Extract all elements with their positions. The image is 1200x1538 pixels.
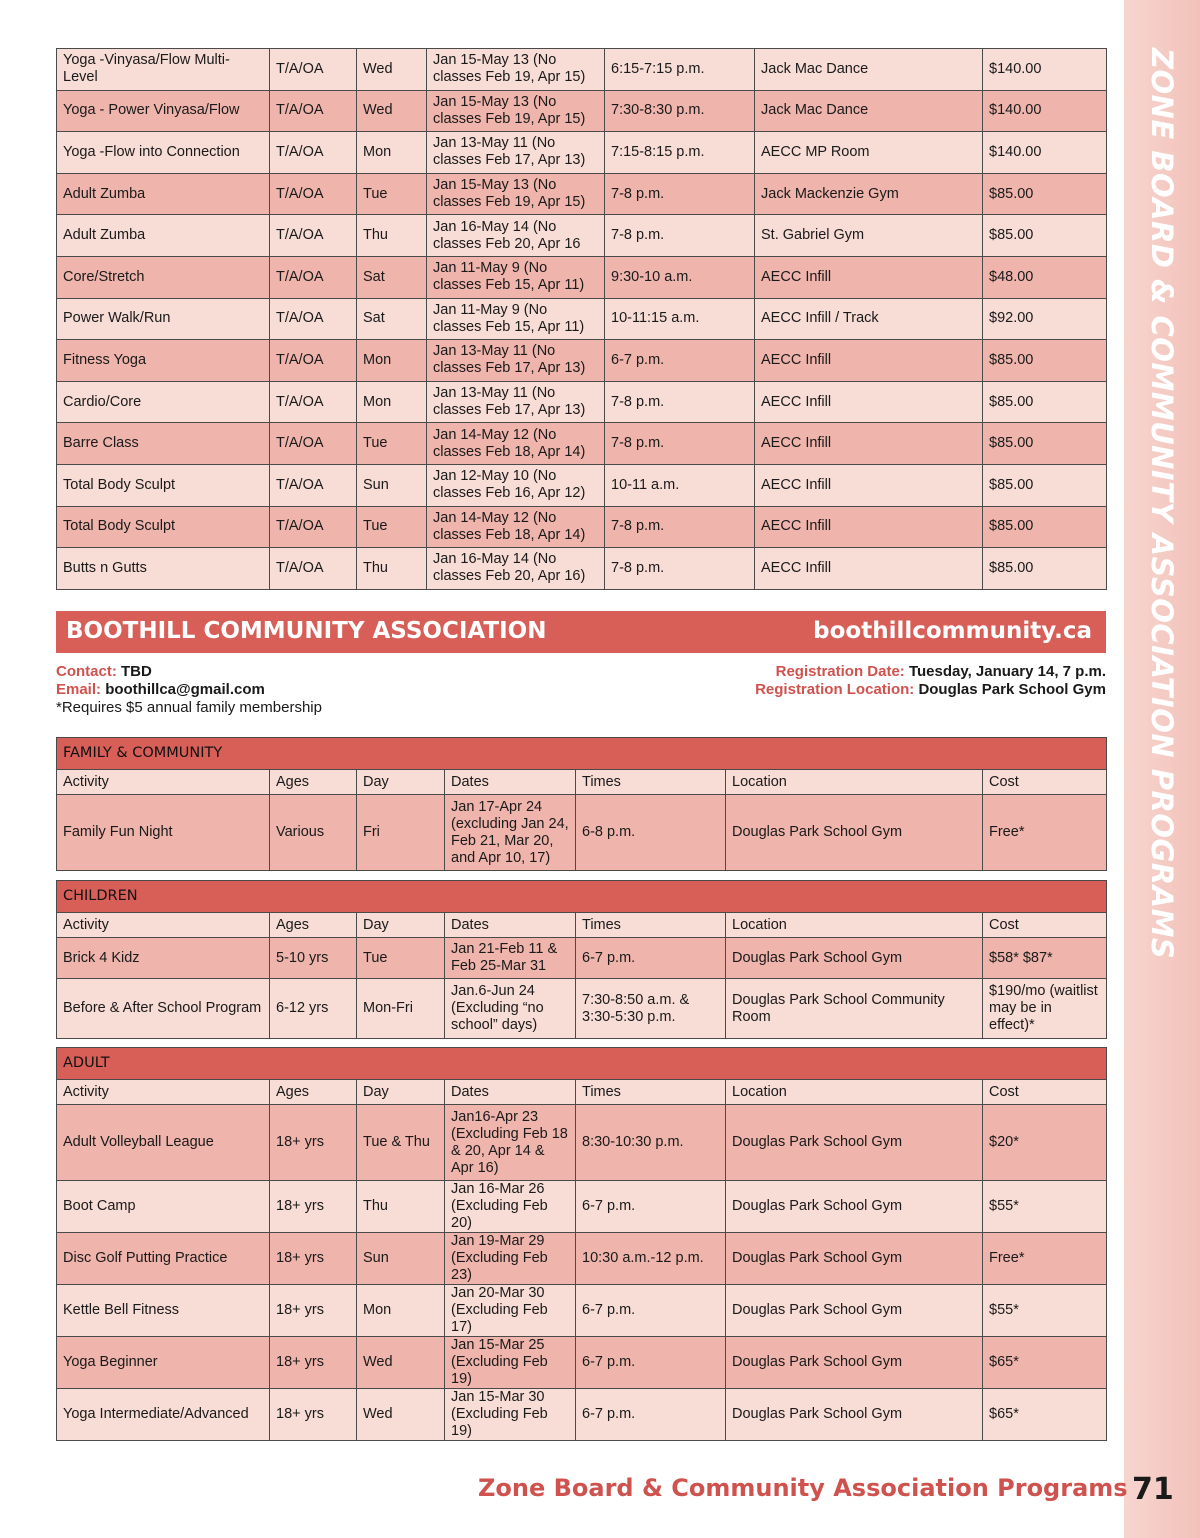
table-row [57, 215, 1107, 257]
cell-day: Mon [357, 340, 427, 382]
cell-cost: $65* [983, 1389, 1107, 1441]
cell-ages: T/A/OA [270, 423, 357, 465]
cell-ages: T/A/OA [270, 256, 357, 298]
cell-day: Thu [357, 1181, 445, 1233]
table-row [57, 979, 1107, 1039]
contact-label: Contact: [56, 663, 117, 680]
cell-day: Sat [357, 298, 427, 340]
cell-day: Thu [357, 548, 427, 590]
registration-location-label: Registration Location: [755, 681, 915, 698]
cell-activity: Brick 4 Kidz [57, 938, 270, 979]
cell-times: 7-8 p.m. [605, 215, 755, 257]
cell-location: Douglas Park School Gym [726, 1233, 983, 1285]
column-header: Day [357, 913, 445, 938]
cell-activity: Barre Class [57, 423, 270, 465]
table-row [57, 1285, 1107, 1337]
cell-location: AECC Infill [755, 464, 983, 506]
cell-ages: 18+ yrs [270, 1337, 357, 1389]
cell-activity: Yoga Intermediate/Advanced [57, 1389, 270, 1441]
cell-day: Mon [357, 1285, 445, 1337]
cell-location: AECC Infill [755, 256, 983, 298]
column-header: Location [726, 770, 983, 795]
cell-location: AECC Infill / Track [755, 298, 983, 340]
cell-cost: $55* [983, 1285, 1107, 1337]
column-header: Ages [270, 913, 357, 938]
cell-ages: T/A/OA [270, 173, 357, 215]
association-website-link[interactable]: boothillcommunity.ca [813, 618, 1092, 644]
cell-dates: Jan 16-May 14 (No classes Feb 20, Apr 16 [427, 215, 605, 257]
cell-day: Mon-Fri [357, 979, 445, 1039]
table-row [57, 938, 1107, 979]
cell-times: 7-8 p.m. [605, 423, 755, 465]
column-header: Day [357, 1080, 445, 1105]
cell-day: Wed [357, 90, 427, 132]
table-row [57, 340, 1107, 382]
cell-times: 10-11:15 a.m. [605, 298, 755, 340]
column-header: Activity [57, 913, 270, 938]
cell-times: 7-8 p.m. [605, 381, 755, 423]
cell-ages: 5-10 yrs [270, 938, 357, 979]
column-header: Cost [983, 770, 1107, 795]
table-row [57, 506, 1107, 548]
cell-cost: $20* [983, 1105, 1107, 1181]
cell-dates: Jan 20-Mar 30 (Excluding Feb 17) [445, 1285, 576, 1337]
cell-cost: $58* $87* [983, 938, 1107, 979]
table-row [57, 1337, 1107, 1389]
email-line [56, 681, 265, 699]
cell-cost: $85.00 [983, 340, 1107, 382]
cell-location: AECC Infill [755, 340, 983, 382]
cell-times: 8:30-10:30 p.m. [576, 1105, 726, 1181]
cell-activity: Yoga -Vinyasa/Flow Multi-Level [57, 49, 270, 91]
cell-dates: Jan 13-May 11 (No classes Feb 17, Apr 13) [427, 381, 605, 423]
section-title: FAMILY & COMMUNITY [57, 738, 1107, 770]
cell-dates: Jan 15-Mar 30 (Excluding Feb 19) [445, 1389, 576, 1441]
email-label: Email: [56, 681, 102, 698]
cell-times: 6-7 p.m. [605, 340, 755, 382]
cell-dates: Jan 11-May 9 (No classes Feb 15, Apr 11) [427, 256, 605, 298]
cell-dates: Jan 16-Mar 26 (Excluding Feb 20) [445, 1181, 576, 1233]
cell-day: Thu [357, 215, 427, 257]
cell-activity: Adult Volleyball League [57, 1105, 270, 1181]
cell-cost: Free* [983, 795, 1107, 871]
children-table [56, 880, 1107, 1039]
column-header-row [57, 1080, 1107, 1105]
cell-activity: Total Body Sculpt [57, 506, 270, 548]
cell-times: 6-7 p.m. [576, 1181, 726, 1233]
cell-location: AECC Infill [755, 423, 983, 465]
column-header: Dates [445, 770, 576, 795]
side-label: ZONE BOARD & COMMUNITY ASSOCIATION PROGRAMS [1145, 48, 1179, 960]
cell-day: Tue [357, 173, 427, 215]
cell-activity: Cardio/Core [57, 381, 270, 423]
page-number: 71 [1132, 1472, 1174, 1507]
column-header-row [57, 770, 1107, 795]
cell-day: Fri [357, 795, 445, 871]
cell-location: Douglas Park School Gym [726, 1389, 983, 1441]
registration-date-line [776, 663, 1106, 681]
column-header: Cost [983, 1080, 1107, 1105]
cell-cost: $85.00 [983, 381, 1107, 423]
cell-location: Douglas Park School Community Room [726, 979, 983, 1039]
table-row [57, 1233, 1107, 1285]
cell-dates: Jan 14-May 12 (No classes Feb 18, Apr 14) [427, 506, 605, 548]
cell-day: Sun [357, 464, 427, 506]
cell-location: Jack Mac Dance [755, 90, 983, 132]
cell-day: Wed [357, 1389, 445, 1441]
cell-ages: 18+ yrs [270, 1181, 357, 1233]
cell-cost: $85.00 [983, 548, 1107, 590]
cell-ages: T/A/OA [270, 340, 357, 382]
cell-times: 7-8 p.m. [605, 506, 755, 548]
cell-times: 6-7 p.m. [576, 1389, 726, 1441]
column-header: Day [357, 770, 445, 795]
cell-times: 10-11 a.m. [605, 464, 755, 506]
cell-dates: Jan.6-Jun 24 (Excluding “no school” days) [445, 979, 576, 1039]
table-row [57, 298, 1107, 340]
cell-day: Tue [357, 506, 427, 548]
cell-day: Wed [357, 49, 427, 91]
cell-times: 6-7 p.m. [576, 938, 726, 979]
cell-ages: T/A/OA [270, 381, 357, 423]
cell-location: Jack Mackenzie Gym [755, 173, 983, 215]
cell-ages: Various [270, 795, 357, 871]
column-header: Cost [983, 913, 1107, 938]
cell-activity: Yoga -Flow into Connection [57, 132, 270, 174]
cell-times: 7-8 p.m. [605, 173, 755, 215]
cell-dates: Jan 15-Mar 25 (Excluding Feb 19) [445, 1337, 576, 1389]
registration-date-label: Registration Date: [775, 663, 905, 680]
association-name: BOOTHILL COMMUNITY ASSOCIATION [66, 618, 547, 644]
column-header: Dates [445, 913, 576, 938]
cell-location: St. Gabriel Gym [755, 215, 983, 257]
cell-location: AECC MP Room [755, 132, 983, 174]
cell-dates: Jan 15-May 13 (No classes Feb 19, Apr 15) [427, 49, 605, 91]
section-title-row [57, 738, 1107, 770]
cell-dates: Jan 19-Mar 29 (Excluding Feb 23) [445, 1233, 576, 1285]
cell-dates: Jan 21-Feb 11 & Feb 25-Mar 31 [445, 938, 576, 979]
cell-location: Douglas Park School Gym [726, 938, 983, 979]
cell-day: Tue [357, 938, 445, 979]
column-header: Activity [57, 1080, 270, 1105]
table-row [57, 1181, 1107, 1233]
cell-cost: $48.00 [983, 256, 1107, 298]
column-header-row [57, 913, 1107, 938]
contact-value: TBD [121, 663, 152, 680]
table-row [57, 464, 1107, 506]
column-header: Times [576, 1080, 726, 1105]
cell-ages: 18+ yrs [270, 1105, 357, 1181]
table-row [57, 90, 1107, 132]
cell-activity: Kettle Bell Fitness [57, 1285, 270, 1337]
cell-times: 7:30-8:50 a.m. & 3:30-5:30 p.m. [576, 979, 726, 1039]
cell-dates: Jan 13-May 11 (No classes Feb 17, Apr 13) [427, 340, 605, 382]
top-program-table [56, 48, 1107, 590]
cell-activity: Family Fun Night [57, 795, 270, 871]
cell-dates: Jan 15-May 13 (No classes Feb 19, Apr 15) [427, 90, 605, 132]
table-row [57, 381, 1107, 423]
registration-date-value: Tuesday, January 14, 7 p.m. [908, 663, 1106, 680]
cell-activity: Yoga Beginner [57, 1337, 270, 1389]
email-value[interactable]: boothillca@gmail.com [105, 681, 265, 698]
cell-activity: Disc Golf Putting Practice [57, 1233, 270, 1285]
cell-times: 6-7 p.m. [576, 1337, 726, 1389]
table-row [57, 49, 1107, 91]
section-title-row [57, 1048, 1107, 1080]
cell-ages: 6-12 yrs [270, 979, 357, 1039]
cell-activity: Power Walk/Run [57, 298, 270, 340]
table-row [57, 795, 1107, 871]
cell-activity: Butts n Gutts [57, 548, 270, 590]
cell-ages: 18+ yrs [270, 1285, 357, 1337]
cell-location: Douglas Park School Gym [726, 1285, 983, 1337]
cell-ages: T/A/OA [270, 298, 357, 340]
column-header: Activity [57, 770, 270, 795]
registration-location-value: Douglas Park School Gym [918, 681, 1106, 698]
cell-cost: $85.00 [983, 215, 1107, 257]
cell-activity: Adult Zumba [57, 173, 270, 215]
cell-day: Mon [357, 132, 427, 174]
section-title: ADULT [57, 1048, 1107, 1080]
cell-dates: Jan 16-May 14 (No classes Feb 20, Apr 16) [427, 548, 605, 590]
cell-cost: $65* [983, 1337, 1107, 1389]
cell-day: Sun [357, 1233, 445, 1285]
table-row [57, 132, 1107, 174]
cell-cost: Free* [983, 1233, 1107, 1285]
cell-dates: Jan16-Apr 23 (Excluding Feb 18 & 20, Apr 14 & Apr 16) [445, 1105, 576, 1181]
section-title-row [57, 881, 1107, 913]
cell-ages: T/A/OA [270, 49, 357, 91]
cell-ages: T/A/OA [270, 506, 357, 548]
cell-ages: T/A/OA [270, 215, 357, 257]
cell-dates: Jan 13-May 11 (No classes Feb 17, Apr 13) [427, 132, 605, 174]
cell-activity: Boot Camp [57, 1181, 270, 1233]
cell-times: 7-8 p.m. [605, 548, 755, 590]
cell-cost: $85.00 [983, 173, 1107, 215]
cell-cost: $55* [983, 1181, 1107, 1233]
cell-location: AECC Infill [755, 381, 983, 423]
cell-dates: Jan 12-May 10 (No classes Feb 16, Apr 12) [427, 464, 605, 506]
cell-ages: T/A/OA [270, 464, 357, 506]
cell-day: Sat [357, 256, 427, 298]
cell-cost: $140.00 [983, 90, 1107, 132]
cell-cost: $92.00 [983, 298, 1107, 340]
cell-cost: $190/mo (waitlist may be in effect)* [983, 979, 1107, 1039]
cell-cost: $140.00 [983, 132, 1107, 174]
cell-times: 6-7 p.m. [576, 1285, 726, 1337]
cell-dates: Jan 17-Apr 24 (excluding Jan 24, Feb 21, Mar 20, and Apr 10, 17) [445, 795, 576, 871]
cell-dates: Jan 15-May 13 (No classes Feb 19, Apr 15) [427, 173, 605, 215]
section-title: CHILDREN [57, 881, 1107, 913]
cell-activity: Core/Stretch [57, 256, 270, 298]
cell-cost: $85.00 [983, 423, 1107, 465]
cell-location: Douglas Park School Gym [726, 1105, 983, 1181]
cell-activity: Before & After School Program [57, 979, 270, 1039]
footer-title: Zone Board & Community Association Programs [478, 1474, 1128, 1502]
cell-times: 7:30-8:30 p.m. [605, 90, 755, 132]
table-row [57, 548, 1107, 590]
column-header: Location [726, 1080, 983, 1105]
cell-cost: $140.00 [983, 49, 1107, 91]
cell-dates: Jan 14-May 12 (No classes Feb 18, Apr 14) [427, 423, 605, 465]
cell-times: 9:30-10 a.m. [605, 256, 755, 298]
column-header: Dates [445, 1080, 576, 1105]
column-header: Times [576, 913, 726, 938]
cell-activity: Yoga - Power Vinyasa/Flow [57, 90, 270, 132]
membership-note: *Requires $5 annual family membership [56, 699, 322, 716]
adult-table [56, 1047, 1107, 1441]
column-header: Location [726, 913, 983, 938]
cell-day: Wed [357, 1337, 445, 1389]
column-header: Ages [270, 1080, 357, 1105]
cell-location: AECC Infill [755, 548, 983, 590]
cell-times: 6:15-7:15 p.m. [605, 49, 755, 91]
cell-location: Douglas Park School Gym [726, 1181, 983, 1233]
cell-ages: 18+ yrs [270, 1389, 357, 1441]
family-community-table [56, 737, 1107, 871]
cell-day: Tue [357, 423, 427, 465]
cell-activity: Total Body Sculpt [57, 464, 270, 506]
cell-cost: $85.00 [983, 464, 1107, 506]
table-row [57, 423, 1107, 465]
cell-ages: 18+ yrs [270, 1233, 357, 1285]
cell-cost: $85.00 [983, 506, 1107, 548]
cell-times: 7:15-8:15 p.m. [605, 132, 755, 174]
table-row [57, 1389, 1107, 1441]
association-banner [56, 611, 1106, 653]
cell-times: 10:30 a.m.-12 p.m. [576, 1233, 726, 1285]
cell-dates: Jan 11-May 9 (No classes Feb 15, Apr 11) [427, 298, 605, 340]
cell-ages: T/A/OA [270, 90, 357, 132]
cell-ages: T/A/OA [270, 548, 357, 590]
cell-activity: Adult Zumba [57, 215, 270, 257]
table-row [57, 256, 1107, 298]
table-row [57, 1105, 1107, 1181]
cell-ages: T/A/OA [270, 132, 357, 174]
column-header: Times [576, 770, 726, 795]
cell-location: Jack Mac Dance [755, 49, 983, 91]
cell-day: Tue & Thu [357, 1105, 445, 1181]
cell-location: AECC Infill [755, 506, 983, 548]
cell-times: 6-8 p.m. [576, 795, 726, 871]
contact-line [56, 663, 152, 681]
registration-location-line [755, 681, 1106, 699]
table-row [57, 173, 1107, 215]
cell-day: Mon [357, 381, 427, 423]
cell-location: Douglas Park School Gym [726, 1337, 983, 1389]
cell-location: Douglas Park School Gym [726, 795, 983, 871]
cell-activity: Fitness Yoga [57, 340, 270, 382]
column-header: Ages [270, 770, 357, 795]
